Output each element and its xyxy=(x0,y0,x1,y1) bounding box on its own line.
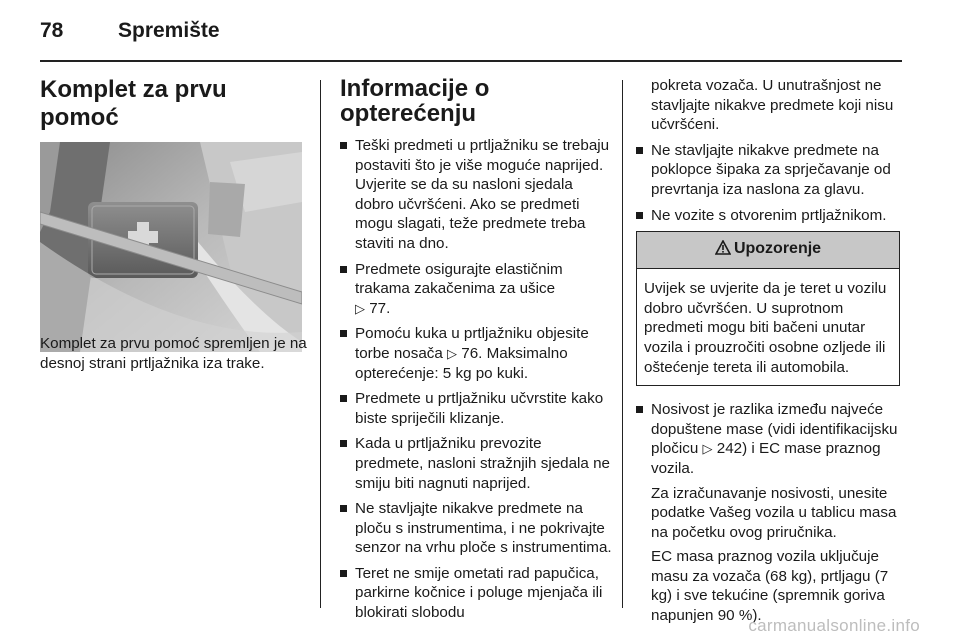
section-name: Spremište xyxy=(118,19,220,42)
ec-mass-paragraph: EC masa praznog vozila uključuje masu za vozača (68 kg), prtljagu (7 kg) i sve tekućine (spremnik goriva napunjen 90 %). xyxy=(651,548,889,625)
reference-arrow-icon: ▷ xyxy=(355,300,365,316)
list-item: Ne stavljajte nikakve predmete na poklopce šipaka za sprječavanje od prevrtanja iza naslona za glavu. xyxy=(636,141,906,200)
bullet-icon xyxy=(340,505,347,512)
reference-link[interactable]: 77. xyxy=(369,299,391,317)
reference-link[interactable]: 242) i EC mase praznog vozila. xyxy=(651,440,881,477)
load-info-title-line2: opterećenju xyxy=(340,100,477,127)
trunk-illustration xyxy=(40,142,302,352)
warning-title: Upozorenje xyxy=(733,240,822,258)
first-aid-kit-photo xyxy=(40,142,302,352)
bullet-icon xyxy=(636,212,643,219)
column-divider-2 xyxy=(622,80,623,608)
bullet-icon xyxy=(636,147,643,154)
capacity-calc-paragraph: Za izračunavanje nosivosti, unesite podatke Vašeg vozila u tablicu masa na početku ovog priručnika. xyxy=(651,484,897,541)
bullet-icon xyxy=(340,142,347,149)
list-item-continuation: pokreta vozača. U unutrašnjost ne stavljajte nikakve predmete koji nisu učvršćeni. xyxy=(651,77,894,134)
list-item: Kada u prtljažniku prevozite predmete, nasloni stražnjih sjedala ne smiju biti nagnuti naprijed. xyxy=(340,434,612,493)
capacity-list xyxy=(636,400,906,626)
warning-text: Uvijek se uvjerite da je teret u vozilu dobro učvršćen. U suprotnom predmeti mogu biti bačeni unutar vozila i prouzročiti osobne ozljede ili oštećenje tereta ili automobila. xyxy=(644,280,887,376)
load-info-list xyxy=(340,136,612,623)
list-item: Pomoću kuka u prtljažniku objesite torbe nosača ▷ 76. Maksimalno opterećenje: 5 kg po kuki. xyxy=(340,324,612,383)
warning-triangle-icon xyxy=(715,240,731,260)
list-item: Predmete osigurajte elastičnim trakama zakačenima za ušice ▷ 77. xyxy=(340,260,612,319)
continued-list xyxy=(636,76,906,225)
list-item: Ne vozite s otvorenim prtljažnikom. xyxy=(636,206,906,226)
reference-arrow-icon: ▷ xyxy=(447,345,458,361)
first-aid-column xyxy=(40,76,302,352)
warning-box xyxy=(636,231,900,386)
load-info-title-line1: Informacije o xyxy=(340,75,490,102)
bullet-icon xyxy=(340,440,347,447)
list-item: Predmete u prtljažniku učvrstite kako biste spriječili klizanje. xyxy=(340,389,612,428)
load-info-column xyxy=(340,76,612,629)
bullet-icon xyxy=(340,395,347,402)
warning-header xyxy=(637,232,899,269)
column-divider-1 xyxy=(320,80,321,608)
first-aid-title: Komplet za prvu pomoć xyxy=(40,76,227,131)
watermark: carmanualsonline.info xyxy=(748,616,920,635)
load-info-title xyxy=(340,76,612,126)
list-item: Ne stavljajte nikakve predmete na ploču s instrumentima, i ne pokrivajte senzor na vrhu ploče s instrumentima. xyxy=(340,499,612,558)
reference-arrow-icon: ▷ xyxy=(702,441,713,457)
load-info-column-continued xyxy=(636,76,906,632)
bullet-icon xyxy=(340,266,347,273)
list-item: Teret ne smije ometati rad papučica, parkirne kočnice i poluge mjenjača ili blokirati slobodu xyxy=(340,564,612,623)
list-item: Nosivost je razlika između najveće dopuštene mase (vidi identifikacijsku pločicu ▷ 242) i EC mase praznog vozila. Za izračunavanje nosivosti, unesite podatke Vašeg vozila u tablicu masa na početku ovog priručnika. EC masa praznog vozila uključuje masu za vozača (68 kg), prtljagu (7 kg) i sve tekućine (spremnik goriva napunjen 90 %). xyxy=(636,400,906,626)
page-number: 78 xyxy=(40,19,64,42)
reference-link[interactable]: 76. Maksimalno xyxy=(461,344,568,362)
bullet-icon xyxy=(340,570,347,577)
first-aid-caption: Komplet za prvu pomoć spremljen je na desnoj strani prtljažnika iza trake. xyxy=(40,335,307,372)
bullet-icon xyxy=(340,330,347,337)
header-rule xyxy=(40,60,902,62)
list-item: Teški predmeti u prtljažniku se trebaju postaviti što je više moguće naprijed. Uvjerite se da su nasloni sjedala dobro učvršćeni. Ako se predmeti mogu slagati, teže predmete treba staviti na dno. xyxy=(340,136,612,254)
bullet-icon xyxy=(636,406,643,413)
